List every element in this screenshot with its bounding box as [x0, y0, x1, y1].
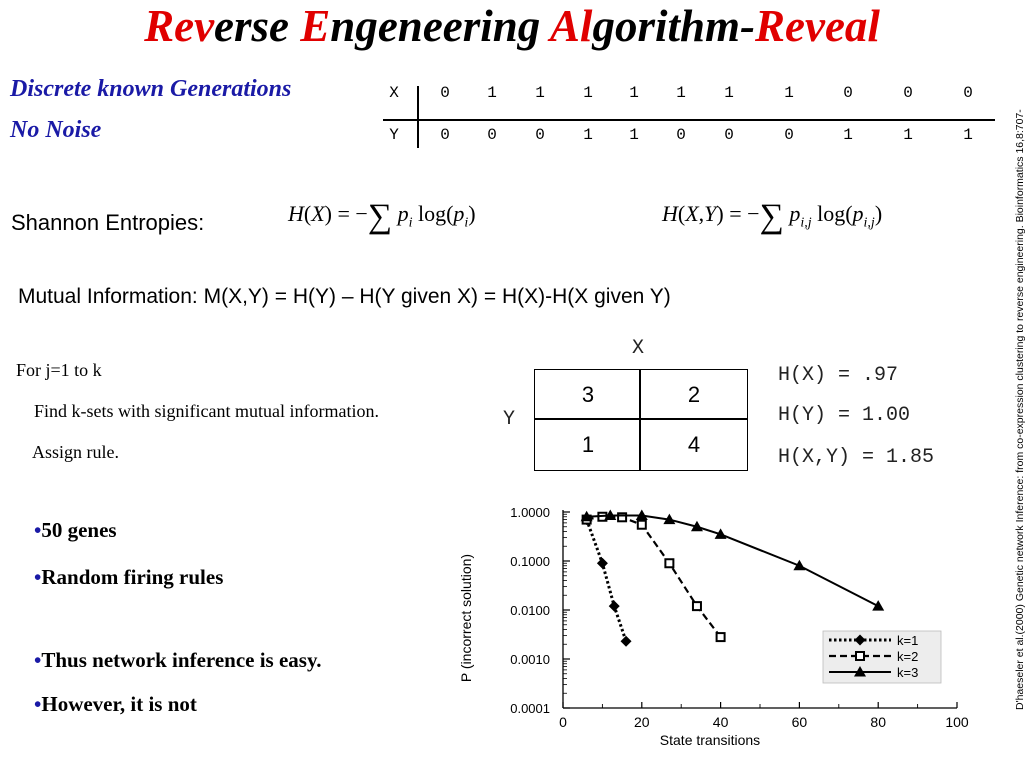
- sequence-cell: 0: [903, 84, 913, 102]
- sequence-cell: 1: [583, 84, 593, 102]
- entropy-value-hx: H(X) = .97: [778, 364, 899, 387]
- x-tick-label: 60: [791, 714, 808, 730]
- sequence-cell: 0: [487, 126, 497, 144]
- data-point-k=1: [609, 601, 620, 612]
- sequence-cell: 1: [784, 84, 794, 102]
- y-axis-label: P (incorrect solution): [458, 553, 474, 683]
- bullet-text: Thus network inference is easy.: [41, 648, 322, 672]
- sequence-cell: 1: [724, 84, 734, 102]
- contingency-cell: 3: [581, 382, 595, 407]
- data-point-k=3: [872, 600, 884, 611]
- series-line-k=3: [587, 515, 879, 606]
- x-tick-label: 0: [559, 714, 567, 730]
- x-tick-label: 100: [945, 714, 969, 730]
- table-divider-vertical: [417, 86, 419, 148]
- sequence-cell: 0: [963, 84, 973, 102]
- sequence-cell: 0: [440, 126, 450, 144]
- title-part: Al: [549, 1, 593, 51]
- y-tick-label: 0.0010: [510, 652, 550, 667]
- table-divider-horizontal: [383, 119, 995, 121]
- sequence-cell: 0: [724, 126, 734, 144]
- x-axis-label: State transitions: [659, 732, 761, 748]
- sequence-label-y: Y: [389, 126, 399, 144]
- subtitle-discrete: Discrete known Generations: [10, 76, 292, 102]
- algorithm-line-2: Find k-sets with significant mutual information.: [34, 401, 379, 421]
- sequence-cell: 1: [843, 126, 853, 144]
- y-tick-label: 1.0000: [510, 505, 550, 520]
- entropy-value-hxy: H(X,Y) = 1.85: [778, 446, 935, 469]
- data-point-k=2: [693, 602, 701, 610]
- legend-label-k=1: k=1: [897, 633, 919, 648]
- data-point-k=2: [717, 633, 725, 641]
- probability-chart: [450, 490, 970, 760]
- title-part: Reveal: [754, 1, 880, 51]
- entropy-formula-hxy: H(X,Y) = −∑ $p_{i,j}$ $\log(p_{i,j})$: [662, 198, 883, 235]
- sequence-cell: 1: [676, 84, 686, 102]
- sequence-cell: 1: [963, 126, 973, 144]
- data-point-k=2: [638, 521, 646, 529]
- mutual-information: Mutual Information: M(X,Y) = H(Y) – H(Y given X) = H(X)-H(X given Y): [18, 285, 671, 308]
- legend-label-k=2: k=2: [897, 649, 919, 664]
- title-part: gorithm-: [592, 1, 755, 51]
- bullet-text: However, it is not: [41, 692, 197, 716]
- sequence-cell: 1: [629, 126, 639, 144]
- legend-marker-k=2: [856, 652, 864, 660]
- contingency-cell: 2: [687, 382, 701, 407]
- x-tick-label: 40: [712, 714, 729, 730]
- legend-label-k=3: k=3: [897, 665, 919, 680]
- sequence-row-x: [383, 84, 995, 110]
- sequence-cell: 1: [583, 126, 593, 144]
- sequence-row-y: [383, 126, 995, 152]
- data-point-k=1: [621, 636, 632, 647]
- y-tick-label: 0.0001: [510, 701, 550, 716]
- sequence-cell: 0: [676, 126, 686, 144]
- contingency-table: [534, 369, 748, 471]
- sequence-table: [383, 82, 995, 152]
- sequence-cell: 0: [843, 84, 853, 102]
- title-part: ngeneering: [330, 1, 550, 51]
- sequence-cell: 0: [784, 126, 794, 144]
- contingency-divider: [535, 418, 747, 420]
- contingency-cell: 4: [687, 432, 701, 457]
- bullet-item: •Random firing rules: [34, 565, 224, 589]
- title-part: erse: [214, 1, 301, 51]
- entropy-value-hy: H(Y) = 1.00: [778, 404, 911, 427]
- x-tick-label: 80: [870, 714, 886, 730]
- sequence-label-x: X: [389, 84, 399, 102]
- sequence-cell: 0: [440, 84, 450, 102]
- bullet-item: •However, it is not: [34, 692, 197, 716]
- sequence-cell: 1: [535, 84, 545, 102]
- bullet-item: •Thus network inference is easy.: [34, 648, 322, 672]
- subtitle-no-noise: No Noise: [10, 117, 102, 143]
- y-tick-label: 0.0100: [510, 603, 550, 618]
- bullet-item: •50 genes: [34, 518, 117, 542]
- title-part: Rev: [144, 1, 215, 51]
- bullet-text: 50 genes: [41, 518, 117, 542]
- bullet-text: Random firing rules: [41, 565, 224, 589]
- entropy-label: Shannon Entropies:: [11, 210, 205, 235]
- citation-text: D'haeseler et al.(2000) Genetic network Inference: from co-expression clustering to reverse engineering. Bioinformatics 16,8:707-: [1014, 109, 1026, 710]
- y-tick-label: 0.1000: [510, 554, 550, 569]
- sequence-cell: 0: [535, 126, 545, 144]
- algorithm-line-1: For j=1 to k: [16, 360, 102, 380]
- slide-title: [0, 0, 1024, 52]
- data-point-k=1: [597, 558, 608, 569]
- data-point-k=2: [665, 559, 673, 567]
- title-part: E: [300, 1, 331, 51]
- sequence-cell: 1: [629, 84, 639, 102]
- contingency-cell: 1: [581, 432, 595, 457]
- sequence-cell: 1: [903, 126, 913, 144]
- series-line-k=1: [587, 520, 626, 642]
- contingency-x-label: X: [632, 337, 645, 360]
- x-tick-label: 20: [634, 714, 650, 730]
- contingency-divider: [639, 370, 641, 470]
- sequence-cell: 1: [487, 84, 497, 102]
- entropy-formula-hx: H(X) = −∑ $p_i$ $\log(p_i)$: [288, 198, 476, 235]
- algorithm-line-3: Assign rule.: [32, 442, 119, 462]
- contingency-y-label: Y: [503, 408, 516, 431]
- citation: [1004, 90, 1026, 710]
